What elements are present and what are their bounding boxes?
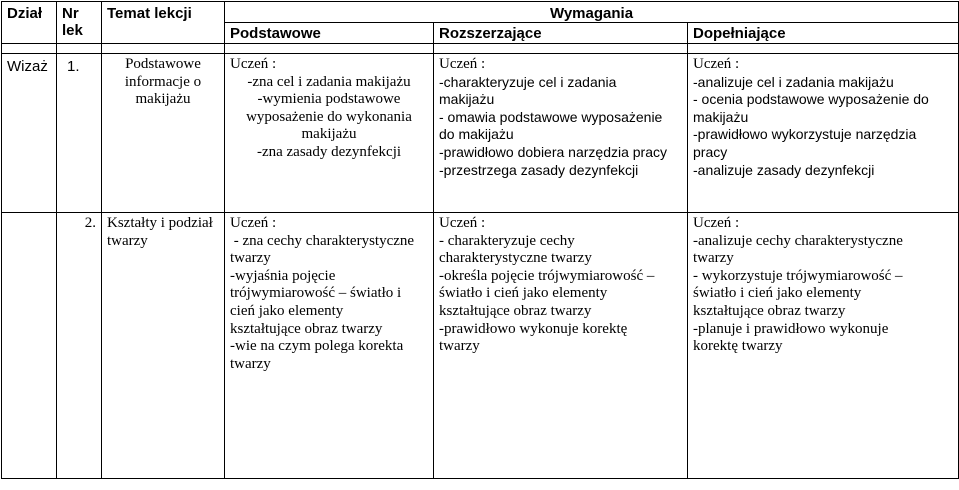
- header-row-1: [2, 2, 959, 23]
- table-row: [2, 54, 959, 213]
- row-temat: Podstawowe informacje o makijażu: [102, 54, 225, 213]
- spacer-row: [2, 44, 959, 54]
- header-nr-line2: lek: [62, 22, 83, 39]
- row-dzial: [2, 213, 57, 479]
- header-temat: Temat lekcji: [102, 2, 225, 44]
- header-podstawowe: Podstawowe: [225, 23, 434, 44]
- row-temat: Kształty i podział twarzy: [102, 213, 225, 479]
- requirements-table: [1, 1, 959, 479]
- row-rozszerzajace: Uczeń : -charakteryzuje cel i zadania makijażu - omawia podstawowe wyposażenie do makijażu -prawidłowo dobiera narzędzia pracy -przestrzega zasady dezynfekcji: [434, 54, 688, 213]
- header-nr-line1: Nr: [62, 5, 79, 22]
- row-dopelniajace: Uczeń : -analizuje cechy charakterystyczne twarzy - wykorzystuje trójwymiarowość – światło i cień jako elementy kształtujące obraz twarzy -planuje i prawidłowo wykonuje korektę twarzy: [688, 213, 959, 479]
- header-dzial: Dział: [2, 2, 57, 44]
- row-nr: 1.: [57, 54, 102, 213]
- header-rozszerzajace: Rozszerzające: [434, 23, 688, 44]
- row-dopelniajace: Uczeń : -analizuje cel i zadania makijażu - ocenia podstawowe wyposażenie do makijażu -prawidłowo wykorzystuje narzędzia pracy -analizuje zasady dezynfekcji: [688, 54, 959, 213]
- row-rozszerzajace: Uczeń : - charakteryzuje cechy charakterystyczne twarzy -określa pojęcie trójwymiarowość – światło i cień jako elementy kształtujące obraz twarzy -prawidłowo wykonuje korektę twarzy: [434, 213, 688, 479]
- row-podstawowe: Uczeń : - zna cechy charakterystyczne twarzy -wyjaśnia pojęcie trójwymiarowość – światło i cień jako elementy kształtujące obraz twarzy -wie na czym polega korekta twarzy: [225, 213, 434, 479]
- header-wymagania: Wymagania: [225, 2, 959, 23]
- row-nr: 2.: [57, 213, 102, 479]
- row-podstawowe: Uczeń : -zna cel i zadania makijażu -wymienia podstawowe wyposażenie do wykonania makijażu -zna zasady dezynfekcji: [225, 54, 434, 213]
- header-dopelniajace: Dopełniające: [688, 23, 959, 44]
- header-nr: [57, 2, 102, 44]
- table-row: [2, 213, 959, 479]
- row-dzial: Wizaż: [2, 54, 57, 213]
